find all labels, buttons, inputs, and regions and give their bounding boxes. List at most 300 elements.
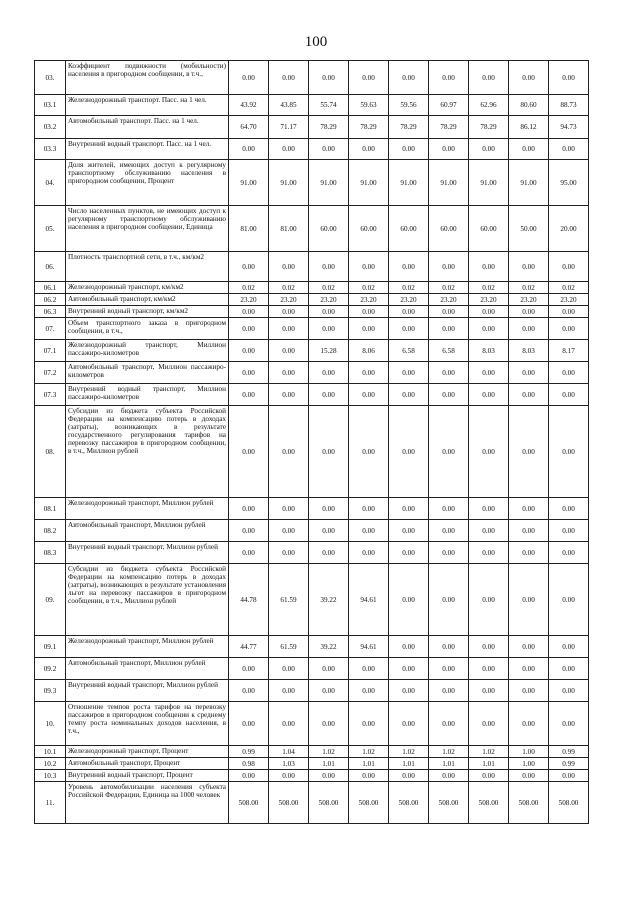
row-value: 0.00 (509, 520, 549, 542)
row-value: 0.00 (229, 306, 269, 318)
row-indicator-name: Внутренний водный транспорт, Миллион рублей (66, 680, 229, 702)
row-value: 1.02 (469, 746, 509, 758)
row-value: 81.00 (229, 206, 269, 252)
row-indicator-name: Железнодорожный транспорт, Процент (66, 746, 229, 758)
row-value: 20.00 (549, 206, 589, 252)
row-value: 0.00 (269, 498, 309, 520)
row-value: 8.06 (349, 340, 389, 362)
row-value: 78.29 (309, 116, 349, 139)
row-value: 44.77 (229, 636, 269, 658)
table-row (35, 116, 589, 139)
row-value: 0.00 (549, 61, 589, 95)
row-value: 0.00 (429, 139, 469, 160)
row-value: 0.00 (549, 252, 589, 282)
row-value: 0.00 (509, 306, 549, 318)
table-row (35, 340, 589, 362)
row-value: 508.00 (389, 782, 429, 824)
row-value: 0.00 (469, 252, 509, 282)
row-value: 0.00 (549, 658, 589, 680)
row-value: 60.97 (429, 95, 469, 116)
row-value: 59.56 (389, 95, 429, 116)
row-value: 0.00 (429, 564, 469, 636)
row-value: 0.00 (469, 542, 509, 564)
row-value: 0.00 (469, 384, 509, 406)
row-value: 0.00 (469, 318, 509, 340)
row-value: 508.00 (269, 782, 309, 824)
row-value: 0.00 (229, 252, 269, 282)
row-value: 0.02 (389, 282, 429, 294)
row-code: 10.1 (35, 746, 66, 758)
row-value: 23.20 (269, 294, 309, 306)
row-value: 0.00 (509, 658, 549, 680)
row-value: 91.00 (229, 160, 269, 206)
table-row (35, 564, 589, 636)
row-indicator-name: Внутренний водный транспорт, Миллион пассажиро-километров (66, 384, 229, 406)
page-number: 100 (304, 34, 328, 50)
row-value: 95.00 (549, 160, 589, 206)
row-value: 0.00 (509, 542, 549, 564)
row-value: 0.00 (429, 520, 469, 542)
row-value: 8.17 (549, 340, 589, 362)
row-value: 0.00 (429, 702, 469, 746)
row-value: 0.00 (309, 318, 349, 340)
row-value: 0.00 (429, 61, 469, 95)
row-value: 508.00 (309, 782, 349, 824)
row-value: 23.20 (429, 294, 469, 306)
row-value: 0.00 (349, 770, 389, 782)
row-value: 0.00 (429, 680, 469, 702)
row-value: 0.00 (309, 702, 349, 746)
table-row (35, 770, 589, 782)
row-value: 0.00 (389, 680, 429, 702)
row-code: 10. (35, 702, 66, 746)
row-value: 0.00 (389, 498, 429, 520)
row-value: 0.00 (469, 770, 509, 782)
row-code: 03.3 (35, 139, 66, 160)
row-value: 23.20 (509, 294, 549, 306)
row-value: 23.20 (229, 294, 269, 306)
row-value: 0.00 (549, 564, 589, 636)
row-value: 0.00 (389, 658, 429, 680)
row-value: 91.00 (389, 160, 429, 206)
row-value: 0.00 (269, 520, 309, 542)
row-indicator-name: Субсидии из бюджета субъекта Российской Федерации на компенсацию потерь в доходах (затраты), возникающих в результате установления льгот на перевозку пассажиров в пригородном сообщении, в т.ч., Миллион рублей (66, 564, 229, 636)
row-value: 0.00 (349, 406, 389, 498)
row-value: 0.00 (509, 61, 549, 95)
row-value: 0.00 (429, 362, 469, 384)
row-code: 04. (35, 160, 66, 206)
row-value: 0.00 (269, 702, 309, 746)
row-indicator-name: Внутренний водный транспорт, Процент (66, 770, 229, 782)
row-value: 44.78 (229, 564, 269, 636)
row-value: 0.00 (549, 362, 589, 384)
row-value: 0.00 (549, 306, 589, 318)
row-value: 0.00 (309, 498, 349, 520)
table-row (35, 61, 589, 95)
row-value: 0.00 (389, 318, 429, 340)
row-code: 09. (35, 564, 66, 636)
row-value: 0.00 (429, 318, 469, 340)
row-value: 0.00 (469, 498, 509, 520)
row-value: 1.01 (309, 758, 349, 770)
table-row (35, 542, 589, 564)
row-value: 0.00 (349, 658, 389, 680)
row-code: 09.2 (35, 658, 66, 680)
row-value: 0.00 (269, 318, 309, 340)
row-value: 8.03 (509, 340, 549, 362)
row-value: 0.00 (469, 636, 509, 658)
row-value: 0.00 (549, 702, 589, 746)
row-value: 0.02 (269, 282, 309, 294)
row-value: 0.02 (309, 282, 349, 294)
row-value: 39.22 (309, 636, 349, 658)
row-value: 23.20 (549, 294, 589, 306)
row-value: 0.00 (549, 384, 589, 406)
table-row (35, 306, 589, 318)
row-value: 6.58 (429, 340, 469, 362)
table-row (35, 406, 589, 498)
row-value: 0.00 (549, 406, 589, 498)
row-code: 06. (35, 252, 66, 282)
row-value: 0.00 (549, 318, 589, 340)
row-value: 91.00 (269, 160, 309, 206)
row-value: 0.00 (429, 406, 469, 498)
row-value: 0.00 (309, 61, 349, 95)
row-value: 0.00 (389, 384, 429, 406)
row-code: 07.3 (35, 384, 66, 406)
row-indicator-name: Внутренний водный транспорт, км/км2 (66, 306, 229, 318)
row-value: 15.28 (309, 340, 349, 362)
row-value: 64.70 (229, 116, 269, 139)
row-value: 0.00 (469, 564, 509, 636)
row-value: 86.12 (509, 116, 549, 139)
row-value: 1.02 (389, 746, 429, 758)
row-code: 08.2 (35, 520, 66, 542)
row-value: 0.00 (269, 542, 309, 564)
row-value: 0.00 (469, 406, 509, 498)
table-row (35, 702, 589, 746)
row-value: 0.00 (269, 362, 309, 384)
row-value: 0.00 (269, 406, 309, 498)
row-value: 0.00 (549, 770, 589, 782)
row-value: 0.00 (429, 306, 469, 318)
row-value: 0.00 (509, 406, 549, 498)
row-indicator-name: Автомобильный транспорт, Миллион пассажиро-километров (66, 362, 229, 384)
row-value: 0.00 (429, 498, 469, 520)
row-value: 0.02 (509, 282, 549, 294)
row-value: 61.59 (269, 636, 309, 658)
row-value: 60.00 (389, 206, 429, 252)
row-value: 0.00 (349, 384, 389, 406)
row-value: 0.00 (389, 139, 429, 160)
row-value: 0.00 (229, 770, 269, 782)
row-value: 0.00 (469, 362, 509, 384)
row-value: 0.00 (269, 306, 309, 318)
row-code: 11. (35, 782, 66, 824)
row-value: 0.00 (469, 306, 509, 318)
row-value: 0.00 (389, 406, 429, 498)
row-value: 78.29 (349, 116, 389, 139)
row-value: 0.00 (509, 564, 549, 636)
row-value: 0.00 (429, 252, 469, 282)
row-indicator-name: Уровень автомобилизации населения субъекта Российской Федерации, Единица на 1000 человек (66, 782, 229, 824)
row-code: 10.2 (35, 758, 66, 770)
row-value: 0.00 (509, 318, 549, 340)
row-value: 0.00 (349, 520, 389, 542)
row-value: 0.00 (389, 542, 429, 564)
row-code: 08.3 (35, 542, 66, 564)
row-value: 6.58 (389, 340, 429, 362)
row-value: 1.01 (349, 758, 389, 770)
row-value: 0.00 (229, 139, 269, 160)
row-indicator-name: Железнодорожный транспорт. Пасс. на 1 чел. (66, 95, 229, 116)
row-value: 60.00 (349, 206, 389, 252)
row-value: 0.00 (349, 542, 389, 564)
row-value: 1.01 (429, 758, 469, 770)
row-value: 0.00 (389, 770, 429, 782)
row-value: 0.00 (509, 362, 549, 384)
row-value: 0.00 (229, 362, 269, 384)
row-value: 0.00 (309, 542, 349, 564)
row-value: 60.00 (469, 206, 509, 252)
table-row (35, 294, 589, 306)
row-value: 0.00 (349, 680, 389, 702)
row-value: 0.00 (269, 770, 309, 782)
row-value: 0.00 (229, 680, 269, 702)
row-value: 508.00 (229, 782, 269, 824)
row-value: 0.00 (509, 384, 549, 406)
row-value: 88.73 (549, 95, 589, 116)
row-value: 0.00 (509, 702, 549, 746)
row-value: 0.00 (269, 252, 309, 282)
row-value: 78.29 (469, 116, 509, 139)
row-value: 23.20 (349, 294, 389, 306)
row-value: 508.00 (469, 782, 509, 824)
row-value: 0.00 (349, 318, 389, 340)
row-value: 71.17 (269, 116, 309, 139)
row-value: 0.00 (389, 520, 429, 542)
row-indicator-name: Автомобильный транспорт. Пасс. на 1 чел. (66, 116, 229, 139)
row-code: 03. (35, 61, 66, 95)
row-value: 0.00 (269, 384, 309, 406)
row-indicator-name: Железнодорожный транспорт, Миллион рублей (66, 498, 229, 520)
row-value: 0.00 (309, 406, 349, 498)
row-value: 94.61 (349, 636, 389, 658)
row-indicator-name: Автомобильный транспорт, Процент (66, 758, 229, 770)
row-value: 61.59 (269, 564, 309, 636)
table-row (35, 782, 589, 824)
row-code: 06.3 (35, 306, 66, 318)
row-indicator-name: Доля жителей, имеющих доступ к регулярному транспортному обслуживанию населения в пригородном сообщении, Процент (66, 160, 229, 206)
table-row (35, 746, 589, 758)
row-value: 0.00 (349, 702, 389, 746)
row-value: 0.02 (549, 282, 589, 294)
row-value: 0.00 (309, 252, 349, 282)
row-value: 59.63 (349, 95, 389, 116)
row-value: 0.00 (309, 658, 349, 680)
row-value: 23.20 (389, 294, 429, 306)
table-row (35, 139, 589, 160)
row-value: 0.00 (229, 318, 269, 340)
row-indicator-name: Число населенных пунктов, не имеющих доступ к регулярному транспортному обслуживанию населения в пригородном сообщении, Единица (66, 206, 229, 252)
row-value: 1.01 (389, 758, 429, 770)
row-value: 508.00 (509, 782, 549, 824)
row-value: 0.00 (269, 340, 309, 362)
row-value: 0.00 (229, 406, 269, 498)
row-value: 0.00 (389, 61, 429, 95)
row-code: 08.1 (35, 498, 66, 520)
row-value: 0.00 (509, 770, 549, 782)
row-indicator-name: Автомобильный транспорт, Миллион рублей (66, 520, 229, 542)
row-value: 0.00 (549, 542, 589, 564)
row-value: 50.00 (509, 206, 549, 252)
row-value: 0.00 (309, 680, 349, 702)
row-value: 60.00 (309, 206, 349, 252)
table-row (35, 252, 589, 282)
row-value: 1.02 (429, 746, 469, 758)
row-value: 78.29 (429, 116, 469, 139)
row-value: 0.00 (229, 702, 269, 746)
row-value: 0.99 (549, 746, 589, 758)
row-value: 0.00 (429, 636, 469, 658)
row-indicator-name: Субсидии из бюджета субъекта Российской Федерации на компенсацию потерь в доходах (затраты), возникающих в результате государственного регулирования тарифов на перевозку пассажиров в пригородном сообщении, в т.ч., Миллион рублей (66, 406, 229, 498)
row-value: 0.00 (269, 139, 309, 160)
row-code: 08. (35, 406, 66, 498)
row-value: 0.00 (229, 384, 269, 406)
table-row (35, 680, 589, 702)
row-value: 0.00 (349, 252, 389, 282)
row-indicator-name: Внутренний водный транспорт, Миллион рублей (66, 542, 229, 564)
row-code: 07. (35, 318, 66, 340)
row-value: 0.00 (469, 520, 509, 542)
row-code: 09.3 (35, 680, 66, 702)
row-code: 05. (35, 206, 66, 252)
row-value: 0.00 (549, 636, 589, 658)
row-value: 0.00 (549, 520, 589, 542)
row-value: 23.20 (309, 294, 349, 306)
row-value: 78.29 (389, 116, 429, 139)
row-value: 0.99 (549, 758, 589, 770)
row-indicator-name: Автомобильный транспорт, км/км2 (66, 294, 229, 306)
row-value: 0.00 (229, 340, 269, 362)
row-value: 0.00 (309, 770, 349, 782)
table-row (35, 498, 589, 520)
row-value: 0.02 (469, 282, 509, 294)
row-indicator-name: Плотность транспортной сети, в т.ч., км/км2 (66, 252, 229, 282)
row-value: 55.74 (309, 95, 349, 116)
row-value: 1.02 (309, 746, 349, 758)
row-value: 1.03 (269, 758, 309, 770)
row-value: 508.00 (429, 782, 469, 824)
row-indicator-name: Железнодорожный транспорт, Миллион рублей (66, 636, 229, 658)
row-value: 0.00 (429, 770, 469, 782)
row-value: 43.92 (229, 95, 269, 116)
table-row (35, 318, 589, 340)
row-value: 1.02 (349, 746, 389, 758)
table-row (35, 658, 589, 680)
row-value: 91.00 (469, 160, 509, 206)
row-value: 91.00 (429, 160, 469, 206)
row-value: 1.00 (509, 746, 549, 758)
row-value: 0.00 (389, 636, 429, 658)
row-code: 06.2 (35, 294, 66, 306)
row-value: 0.00 (229, 520, 269, 542)
row-value: 43.85 (269, 95, 309, 116)
row-indicator-name: Внутренний водный транспорт. Пасс. на 1 чел. (66, 139, 229, 160)
row-code: 07.2 (35, 362, 66, 384)
row-value: 0.00 (509, 680, 549, 702)
row-value: 1.01 (469, 758, 509, 770)
row-code: 06.1 (35, 282, 66, 294)
row-code: 10.3 (35, 770, 66, 782)
row-value: 0.00 (509, 498, 549, 520)
row-value: 91.00 (309, 160, 349, 206)
row-value: 0.02 (429, 282, 469, 294)
row-value: 0.00 (469, 680, 509, 702)
row-value: 39.22 (309, 564, 349, 636)
row-value: 1.04 (269, 746, 309, 758)
row-value: 0.00 (229, 542, 269, 564)
row-value: 81.00 (269, 206, 309, 252)
row-value: 23.20 (469, 294, 509, 306)
row-value: 0.00 (509, 139, 549, 160)
row-value: 0.00 (309, 139, 349, 160)
row-value: 0.00 (229, 498, 269, 520)
row-code: 07.1 (35, 340, 66, 362)
row-value: 1.00 (509, 758, 549, 770)
row-indicator-name: Отношение темпов роста тарифов на перевозку пассажиров в пригородном сообщении к среднему темпу роста номинальных доходов населения, в т.ч., (66, 702, 229, 746)
table-row (35, 95, 589, 116)
row-value: 0.00 (309, 362, 349, 384)
row-value: 0.00 (229, 658, 269, 680)
row-value: 0.00 (549, 498, 589, 520)
row-value: 80.60 (509, 95, 549, 116)
row-value: 0.00 (469, 658, 509, 680)
table-row (35, 520, 589, 542)
row-value: 0.00 (309, 520, 349, 542)
row-value: 0.00 (349, 306, 389, 318)
row-value: 0.00 (549, 139, 589, 160)
row-value: 0.00 (229, 61, 269, 95)
row-value: 0.00 (269, 61, 309, 95)
row-value: 0.00 (389, 252, 429, 282)
row-value: 0.00 (269, 680, 309, 702)
row-indicator-name: Объем транспортного заказа в пригородном сообщении, в т.ч., (66, 318, 229, 340)
row-value: 0.00 (269, 658, 309, 680)
row-value: 0.00 (389, 702, 429, 746)
table-row (35, 636, 589, 658)
row-value: 0.00 (349, 139, 389, 160)
row-value: 508.00 (549, 782, 589, 824)
row-code: 03.2 (35, 116, 66, 139)
row-value: 0.00 (389, 362, 429, 384)
row-value: 0.00 (389, 564, 429, 636)
row-value: 0.00 (349, 61, 389, 95)
row-value: 0.00 (509, 636, 549, 658)
row-value: 0.00 (469, 139, 509, 160)
row-indicator-name: Железнодорожный транспорт, Миллион пассажиро-километров (66, 340, 229, 362)
row-value: 0.02 (349, 282, 389, 294)
row-value: 94.61 (349, 564, 389, 636)
row-value: 8.03 (469, 340, 509, 362)
row-value: 0.99 (229, 746, 269, 758)
row-value: 0.00 (429, 658, 469, 680)
row-value: 94.73 (549, 116, 589, 139)
row-value: 0.00 (429, 542, 469, 564)
row-value: 0.02 (229, 282, 269, 294)
row-value: 0.00 (549, 680, 589, 702)
row-value: 91.00 (349, 160, 389, 206)
